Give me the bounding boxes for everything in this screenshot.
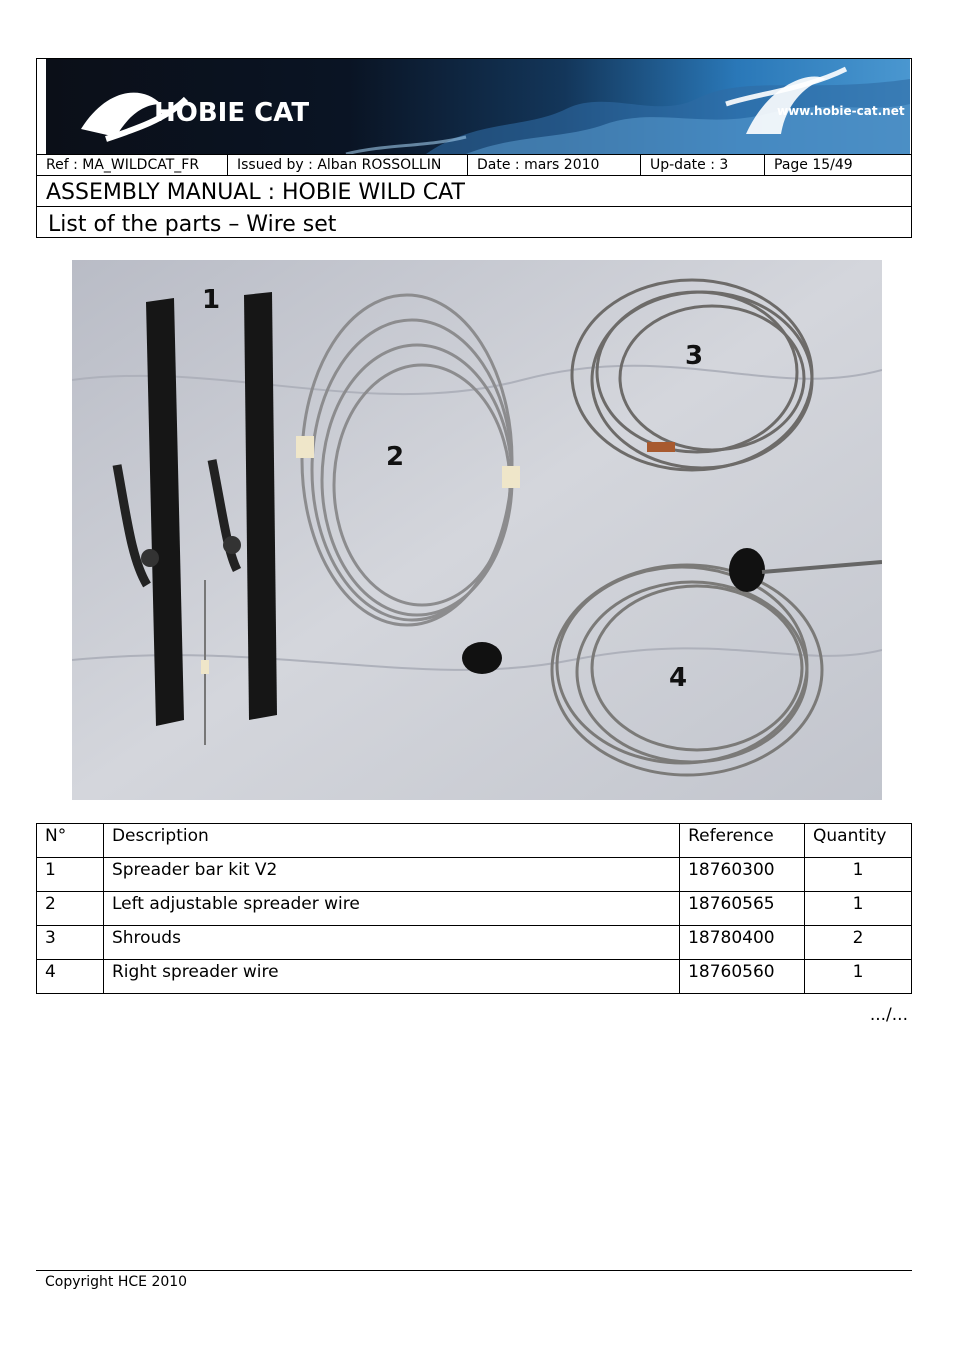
table-row [37,926,912,960]
update-cell: Up-date : 3 [641,155,765,175]
document-meta-row [37,154,911,176]
parts-table [36,823,912,994]
website-text: www.hobie-cat.net [777,104,905,118]
section-subtitle: List of the parts – Wire set [48,212,337,237]
row-no: 4 [37,960,104,994]
continued-marker: .../... [869,1005,908,1025]
row-no: 3 [37,926,104,960]
document-header [36,58,912,238]
row-quantity: 1 [805,858,912,892]
row-quantity: 2 [805,926,912,960]
footer-divider [36,1270,912,1271]
row-quantity: 1 [805,960,912,994]
copyright-footer: Copyright HCE 2010 [45,1274,188,1290]
row-reference: 18760565 [680,892,805,926]
issued-by-cell: Issued by : Alban ROSSOLLIN [228,155,468,175]
row-description: Shrouds [103,926,679,960]
table-row [37,892,912,926]
table-row [37,960,912,994]
row-description: Left adjustable spreader wire [103,892,679,926]
header-quantity: Quantity [805,824,912,858]
page-cell: Page 15/49 [774,157,853,173]
table-header-row [37,824,912,858]
row-no: 1 [37,858,104,892]
wire-set-photo [72,260,882,800]
row-description: Right spreader wire [103,960,679,994]
header-no: N° [37,824,104,858]
ref-cell: Ref : MA_WILDCAT_FR [37,155,228,175]
photo-label-2: 2 [386,442,405,472]
table-row [37,858,912,892]
brand-logo-text: HOBIE CAT [154,98,310,128]
row-no: 2 [37,892,104,926]
row-quantity: 1 [805,892,912,926]
row-reference: 18760300 [680,858,805,892]
parts-photo [72,260,882,800]
row-description: Spreader bar kit V2 [103,858,679,892]
photo-label-1: 1 [202,285,221,315]
photo-label-3: 3 [685,341,704,371]
document-title: ASSEMBLY MANUAL : HOBIE WILD CAT [37,176,911,207]
header-reference: Reference [680,824,805,858]
row-reference: 18760560 [680,960,805,994]
banner-graphic [46,59,910,154]
row-reference: 18780400 [680,926,805,960]
date-cell: Date : mars 2010 [468,155,641,175]
header-description: Description [103,824,679,858]
photo-label-4: 4 [669,663,688,693]
hobie-cat-banner [46,59,910,154]
